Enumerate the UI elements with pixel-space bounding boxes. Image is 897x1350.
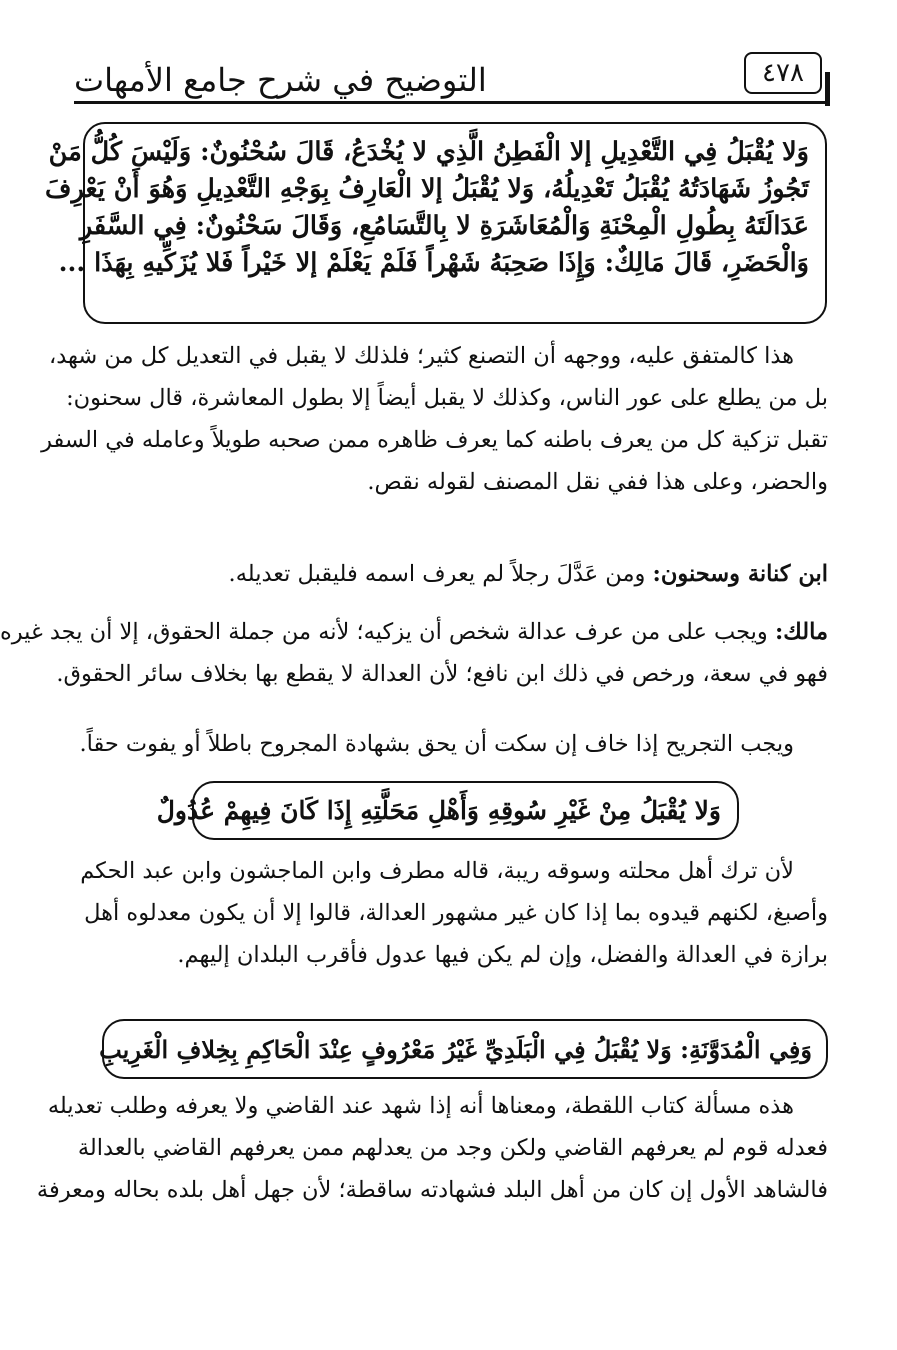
- text-line: لأن ترك أهل محلته وسوقه ريبة، قاله مطرف وابن الماجشون وابن عبد الحكم: [80, 858, 794, 884]
- page-header: [74, 52, 828, 104]
- matn-quote-box: وَفِي الْمُدَوَّنَةِ: وَلا يُقْبَلُ فِي الْبَلَدِيِّ غَيْرُ مَعْرُوفٍ عِنْدَ الْحَاكِمِ بِخِلافِ الْغَرِيبِ: [102, 1019, 828, 1079]
- paragraph-text: ويجب على من عرف عدالة شخص أن يزكيه؛ لأنه من جملة الحقوق، إلا أن يجد غيره: [0, 619, 768, 645]
- matn-quote-box: وَلا يُقْبَلُ مِنْ غَيْرِ سُوقِهِ وَأَهْلِ مَحَلَّتِهِ إِذَا كَانَ فِيهِمْ عُدُولٌ: [192, 781, 739, 840]
- text-line: برازة في العدالة والفضل، وإن لم يكن فيها عدول فأقرب البلدان إليهم.: [177, 942, 828, 968]
- commentary-paragraph: [86, 553, 828, 595]
- commentary-paragraph: [80, 850, 828, 976]
- text-line: فالشاهد الأول إن كان من أهل البلد فشهادته ساقطة؛ لأن جهل أهل بلده بحاله ومعرفة: [36, 1177, 828, 1203]
- header-rule: [74, 101, 828, 104]
- commentary-paragraph: [79, 723, 828, 765]
- text-line: [0, 611, 828, 653]
- text-line: والحضر، وعلى هذا ففي نقل المصنف لقوله نقص.: [367, 469, 828, 495]
- paragraph-text: ومن عَدَّلَ رجلاً لم يعرف اسمه فليقبل تعديله.: [228, 561, 646, 587]
- text-line: ويجب التجريح إذا خاف إن سكت أن يحق بشهادة المجروح باطلاً أو يفوت حقاً.: [79, 731, 794, 757]
- commentary-paragraph: [36, 1085, 828, 1211]
- running-title: التوضيح في شرح جامع الأمهات: [74, 61, 487, 99]
- text-line: تقبل تزكية كل من يعرف باطنه كما يعرف ظاهره ممن صحبه طويلاً وعامله في السفر: [41, 427, 828, 453]
- matn-line: وَلا يُقْبَلُ فِي التَّعْدِيلِ إلا الْفَطِنُ الَّذِي لا يُخْدَعُ، قَالَ سُحْنُونٌ: وَلَيْسَ كُلُّ مَنْ: [48, 137, 809, 167]
- matn-line: عَدَالَتَهُ بِطُولِ الْمِحْنَةِ وَالْمُعَاشَرَةِ لا بِالتَّسَامُعِ، وَقَالَ سَحْنُونٌ: فِي السَّفَرِ: [79, 211, 809, 241]
- text-line: هذا كالمتفق عليه، ووجهه أن التصنع كثير؛ فلذلك لا يقبل في التعديل كل من شهد،: [48, 343, 794, 369]
- matn-quote-box: [45, 122, 827, 324]
- text-line: بل من يطلع على عور الناس، وكذلك لا يقبل أيضاً إلا بطول المعاشرة، قال سحنون:: [66, 385, 828, 411]
- matn-line: وَالْحَضَرِ، قَالَ مَالِكٌ: وَإِذَا صَحِبَهُ شَهْراً فَلَمْ يَعْلَمْ إلا خَيْراً فَلا يُزَكِّيهِ بِهَذَا ...: [58, 248, 809, 278]
- text-line: فعدله قوم لم يعرفهم القاضي ولكن وجد من يعدلهم ممن يعرفهم القاضي بالعدالة: [77, 1135, 828, 1161]
- attribution-lead: مالك:: [774, 619, 828, 645]
- commentary-paragraph: [41, 335, 828, 503]
- commentary-paragraph: [0, 611, 828, 695]
- text-line: هذه مسألة كتاب اللقطة، ومعناها أنه إذا شهد عند القاضي ولا يعرفه وطلب تعديله: [47, 1093, 794, 1119]
- matn-line: تَجُوزُ شَهَادَتُهُ يُقْبَلُ تَعْدِيلُهُ، وَلا يُقْبَلُ إلا الْعَارِفُ بِوَجْهِ التَّعْدِيلِ وَهُوَ أَنْ يَعْرِفَ: [45, 174, 809, 204]
- attribution-lead: ابن كنانة وسحنون:: [652, 561, 828, 587]
- text-line: فهو في سعة، ورخص في ذلك ابن نافع؛ لأن العدالة لا يقطع بها بخلاف سائر الحقوق.: [56, 661, 828, 687]
- page-number: ٤٧٨: [744, 52, 822, 94]
- text-line: [86, 553, 828, 595]
- text-line: وأصبغ، لكنهم قيدوه بما إذا كان غير مشهور العدالة، قالوا إلا أن يكون معدلوه أهل: [84, 900, 828, 926]
